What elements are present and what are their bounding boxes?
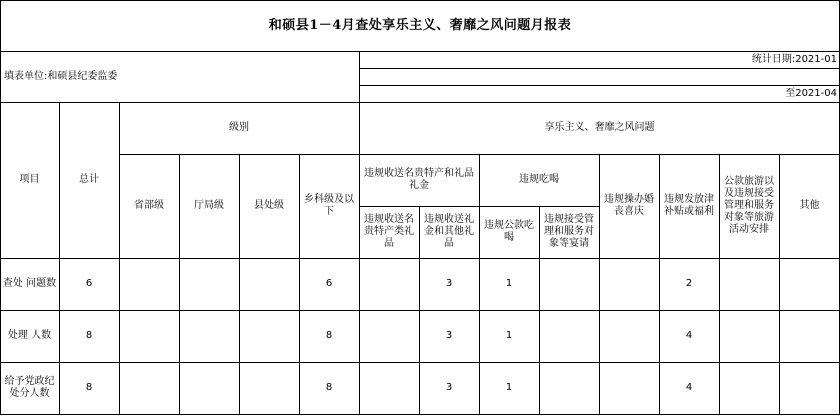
cell-township: 8 (325, 330, 333, 341)
row-label: 查处 问题数 (2, 278, 57, 289)
stat-date-to: 至2021-04 (785, 87, 837, 99)
header-problem-group: 享乐主义、奢靡之风问题 (544, 122, 655, 133)
header-eat-banquet: 违规接受管理和服务对象等宴请 (544, 214, 594, 249)
cell-accept-banquet (539, 310, 599, 362)
cell-province (119, 362, 179, 414)
header-level-group: 级别 (229, 122, 249, 133)
header-total: 总计 (79, 174, 99, 185)
cell-other (779, 258, 840, 310)
header-level-province: 省部级 (134, 200, 164, 211)
cell-public-dining: 1 (505, 278, 513, 289)
cell-subsidy: 2 (685, 278, 693, 289)
cell-accept-banquet (539, 258, 599, 310)
cell-township: 6 (325, 278, 333, 289)
cell-wedding (599, 310, 659, 362)
cell-gift-cash: 3 (445, 330, 453, 341)
stat-date-from: 统计日期:2021-01 (751, 53, 837, 65)
cell-bureau (179, 258, 239, 310)
cell-gift-special (359, 362, 419, 414)
cell-wedding (599, 258, 659, 310)
header-gift-cash: 违规收送礼金和其他礼品 (424, 214, 474, 249)
cell-subsidy: 4 (685, 330, 693, 341)
cell-province (119, 258, 179, 310)
header-gift-special: 违规收送名贵特产类礼品 (364, 214, 414, 249)
cell-total: 6 (85, 278, 93, 289)
cell-wedding (599, 362, 659, 414)
cell-subsidy: 4 (685, 382, 693, 393)
cell-travel (719, 258, 779, 310)
header-other: 其他 (799, 200, 820, 211)
cell-total: 8 (85, 330, 93, 341)
cell-other (779, 310, 840, 362)
cell-gift-special (359, 258, 419, 310)
cell-gift-cash: 3 (445, 382, 453, 393)
cell-county (239, 310, 299, 362)
cell-bureau (179, 310, 239, 362)
cell-gift-cash: 3 (445, 278, 453, 289)
grid-line (0, 414, 840, 415)
report-title: 和硕县1－4月查处享乐主义、奢靡之风问题月报表 (268, 17, 572, 33)
row-label: 给予党政纪处分人数 (4, 376, 55, 399)
cell-accept-banquet (539, 362, 599, 414)
row-label: 处理 人数 (7, 330, 52, 341)
cell-travel (719, 310, 779, 362)
header-item: 项目 (19, 174, 40, 185)
header-eat-public: 违规公款吃喝 (484, 220, 534, 243)
header-level-county: 县处级 (254, 200, 284, 211)
cell-bureau (179, 362, 239, 414)
cell-total: 8 (85, 382, 93, 393)
filing-unit: 填表单位:和硕县纪委监委 (4, 70, 118, 82)
header-gift-group: 违规收送名贵特产和礼品礼金 (364, 168, 474, 191)
cell-province (119, 310, 179, 362)
cell-public-dining: 1 (505, 330, 513, 341)
cell-public-dining: 1 (505, 382, 513, 393)
grid-line (359, 68, 840, 69)
header-eat-group: 违规吃喝 (519, 174, 559, 185)
cell-township: 8 (325, 382, 333, 393)
header-subsidy: 违规发放津补贴或福利 (664, 194, 714, 217)
header-level-bureau: 厅局级 (194, 200, 224, 211)
cell-gift-special (359, 310, 419, 362)
cell-other (779, 362, 840, 414)
header-wedding: 违规操办婚丧喜庆 (604, 194, 654, 217)
cell-county (239, 362, 299, 414)
header-level-township: 乡科级及以下 (304, 194, 354, 217)
cell-travel (719, 362, 779, 414)
header-travel: 公款旅游以及违规接受管理和服务对象等旅游活动安排 (724, 176, 774, 235)
cell-county (239, 258, 299, 310)
